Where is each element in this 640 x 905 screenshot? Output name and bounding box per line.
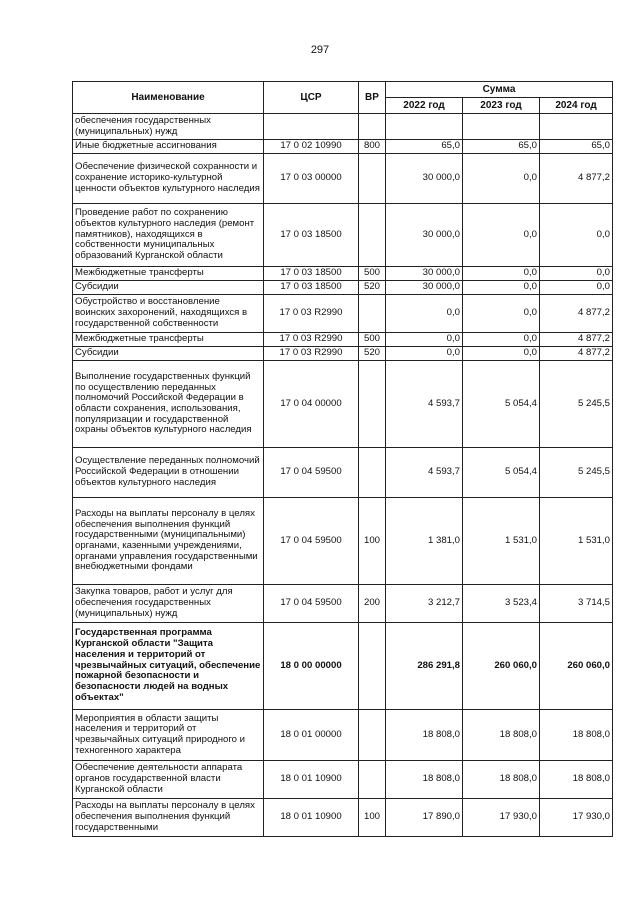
table-row bbox=[73, 204, 613, 267]
row-amount-2024-cell: 3 714,5 bbox=[540, 585, 613, 623]
row-amount-2022-cell: 30 000,0 bbox=[386, 281, 463, 295]
row-vr-cell bbox=[359, 448, 386, 498]
row-vr-cell bbox=[359, 623, 386, 710]
row-amount-2023-cell: 0,0 bbox=[463, 204, 540, 267]
row-vr-cell bbox=[359, 361, 386, 448]
row-csr-cell: 18 0 01 00000 bbox=[264, 710, 359, 761]
row-csr-cell: 17 0 03 00000 bbox=[264, 154, 359, 204]
row-name-cell: Обеспечение деятельности аппарата органов государственной власти Курганской области bbox=[73, 761, 264, 799]
row-csr-cell: 17 0 02 10990 bbox=[264, 140, 359, 154]
row-vr-cell: 800 bbox=[359, 140, 386, 154]
row-amount-2024-cell: 4 877,2 bbox=[540, 295, 613, 333]
table-row bbox=[73, 361, 613, 448]
row-csr-cell: 17 0 03 18500 bbox=[264, 267, 359, 281]
row-name-cell: Межбюджетные трансферты bbox=[73, 267, 264, 281]
row-amount-2024-cell bbox=[540, 114, 613, 140]
row-amount-2023-cell: 17 930,0 bbox=[463, 799, 540, 837]
row-amount-2022-cell: 4 593,7 bbox=[386, 361, 463, 448]
row-amount-2022-cell: 65,0 bbox=[386, 140, 463, 154]
row-amount-2024-cell: 260 060,0 bbox=[540, 623, 613, 710]
row-csr-cell: 18 0 00 00000 bbox=[264, 623, 359, 710]
row-amount-2024-cell: 0,0 bbox=[540, 204, 613, 267]
table-header bbox=[73, 82, 613, 114]
row-amount-2024-cell: 1 531,0 bbox=[540, 498, 613, 585]
table-row bbox=[73, 140, 613, 154]
row-amount-2022-cell: 30 000,0 bbox=[386, 267, 463, 281]
table-row bbox=[73, 761, 613, 799]
row-amount-2022-cell bbox=[386, 114, 463, 140]
header-vr: ВР bbox=[359, 82, 386, 114]
header-csr: ЦСР bbox=[264, 82, 359, 114]
row-amount-2024-cell: 65,0 bbox=[540, 140, 613, 154]
row-csr-cell: 17 0 04 59500 bbox=[264, 498, 359, 585]
header-sum: Сумма bbox=[386, 82, 613, 98]
row-amount-2023-cell: 1 531,0 bbox=[463, 498, 540, 585]
row-name-cell: обеспечения государственных (муниципальных) нужд bbox=[73, 114, 264, 140]
row-vr-cell: 520 bbox=[359, 347, 386, 361]
header-year-2022: 2022 год bbox=[386, 98, 463, 114]
row-amount-2023-cell: 0,0 bbox=[463, 295, 540, 333]
table-row bbox=[73, 710, 613, 761]
table-row bbox=[73, 498, 613, 585]
row-name-cell: Межбюджетные трансферты bbox=[73, 333, 264, 347]
row-amount-2024-cell: 18 808,0 bbox=[540, 710, 613, 761]
row-amount-2023-cell: 65,0 bbox=[463, 140, 540, 154]
row-csr-cell: 17 0 03 R2990 bbox=[264, 347, 359, 361]
table-row bbox=[73, 333, 613, 347]
row-amount-2024-cell: 0,0 bbox=[540, 281, 613, 295]
table-row bbox=[73, 267, 613, 281]
row-amount-2023-cell: 0,0 bbox=[463, 281, 540, 295]
row-vr-cell bbox=[359, 204, 386, 267]
header-name: Наименование bbox=[73, 82, 264, 114]
row-name-cell: Осуществление переданных полномочий Российской Федерации в отношении объектов культурного наследия bbox=[73, 448, 264, 498]
row-amount-2022-cell: 0,0 bbox=[386, 333, 463, 347]
row-vr-cell bbox=[359, 710, 386, 761]
row-name-cell: Субсидии bbox=[73, 281, 264, 295]
table-row bbox=[73, 585, 613, 623]
table-row bbox=[73, 799, 613, 837]
row-amount-2023-cell: 260 060,0 bbox=[463, 623, 540, 710]
row-name-cell: Расходы на выплаты персоналу в целях обеспечения выполнения функций государственными (муниципальными) органами, казенными учреждениями, органами управления государственными внебюджетными фондами bbox=[73, 498, 264, 585]
row-amount-2022-cell: 17 890,0 bbox=[386, 799, 463, 837]
row-amount-2022-cell: 1 381,0 bbox=[386, 498, 463, 585]
row-amount-2024-cell: 5 245,5 bbox=[540, 361, 613, 448]
row-csr-cell: 17 0 04 00000 bbox=[264, 361, 359, 448]
row-amount-2023-cell: 3 523,4 bbox=[463, 585, 540, 623]
header-year-2023: 2023 год bbox=[463, 98, 540, 114]
table-body bbox=[73, 114, 613, 837]
row-vr-cell: 200 bbox=[359, 585, 386, 623]
table-row bbox=[73, 295, 613, 333]
row-name-cell: Обустройство и восстановление воинских захоронений, находящихся в государственной собственности bbox=[73, 295, 264, 333]
row-csr-cell: 18 0 01 10900 bbox=[264, 799, 359, 837]
row-amount-2022-cell: 30 000,0 bbox=[386, 204, 463, 267]
row-amount-2024-cell: 5 245,5 bbox=[540, 448, 613, 498]
row-amount-2023-cell: 18 808,0 bbox=[463, 710, 540, 761]
row-vr-cell bbox=[359, 761, 386, 799]
budget-table bbox=[72, 81, 613, 837]
row-amount-2022-cell: 0,0 bbox=[386, 295, 463, 333]
row-amount-2024-cell: 4 877,2 bbox=[540, 333, 613, 347]
row-amount-2023-cell: 5 054,4 bbox=[463, 448, 540, 498]
row-amount-2023-cell bbox=[463, 114, 540, 140]
table-row bbox=[73, 623, 613, 710]
row-csr-cell bbox=[264, 114, 359, 140]
row-csr-cell: 18 0 01 10900 bbox=[264, 761, 359, 799]
row-amount-2024-cell: 0,0 bbox=[540, 267, 613, 281]
row-vr-cell bbox=[359, 154, 386, 204]
row-amount-2023-cell: 18 808,0 bbox=[463, 761, 540, 799]
row-name-cell: Субсидии bbox=[73, 347, 264, 361]
row-amount-2023-cell: 5 054,4 bbox=[463, 361, 540, 448]
row-amount-2022-cell: 286 291,8 bbox=[386, 623, 463, 710]
row-name-cell: Выполнение государственных функций по осуществлению переданных полномочий Российской Федерации в области сохранения, использования, популяризации и государственной охраны объектов культурного наследия bbox=[73, 361, 264, 448]
row-amount-2022-cell: 18 808,0 bbox=[386, 761, 463, 799]
row-name-cell: Закупка товаров, работ и услуг для обеспечения государственных (муниципальных) нужд bbox=[73, 585, 264, 623]
table-row bbox=[73, 448, 613, 498]
row-amount-2022-cell: 0,0 bbox=[386, 347, 463, 361]
header-year-2024: 2024 год bbox=[540, 98, 613, 114]
row-name-cell: Мероприятия в области защиты населения и территорий от чрезвычайных ситуаций природного и техногенного характера bbox=[73, 710, 264, 761]
row-amount-2023-cell: 0,0 bbox=[463, 154, 540, 204]
row-vr-cell: 100 bbox=[359, 498, 386, 585]
row-amount-2024-cell: 17 930,0 bbox=[540, 799, 613, 837]
row-csr-cell: 17 0 04 59500 bbox=[264, 448, 359, 498]
row-amount-2022-cell: 3 212,7 bbox=[386, 585, 463, 623]
row-vr-cell: 520 bbox=[359, 281, 386, 295]
table-row bbox=[73, 114, 613, 140]
row-csr-cell: 17 0 04 59500 bbox=[264, 585, 359, 623]
table-row bbox=[73, 154, 613, 204]
row-amount-2024-cell: 4 877,2 bbox=[540, 154, 613, 204]
row-csr-cell: 17 0 03 R2990 bbox=[264, 295, 359, 333]
row-csr-cell: 17 0 03 18500 bbox=[264, 281, 359, 295]
row-amount-2022-cell: 30 000,0 bbox=[386, 154, 463, 204]
row-amount-2023-cell: 0,0 bbox=[463, 347, 540, 361]
row-vr-cell: 100 bbox=[359, 799, 386, 837]
row-csr-cell: 17 0 03 R2990 bbox=[264, 333, 359, 347]
table-row bbox=[73, 281, 613, 295]
table-row bbox=[73, 347, 613, 361]
row-name-cell: Государственная программа Курганской области "Защита населения и территорий от чрезвычайных ситуаций, обеспечение пожарной безопасности и безопасности людей на водных объектах" bbox=[73, 623, 264, 710]
row-vr-cell bbox=[359, 114, 386, 140]
row-name-cell: Проведение работ по сохранению объектов культурного наследия (ремонт памятников), находящихся в собственности муниципальных образований Курганской области bbox=[73, 204, 264, 267]
row-amount-2023-cell: 0,0 bbox=[463, 333, 540, 347]
row-amount-2024-cell: 18 808,0 bbox=[540, 761, 613, 799]
row-vr-cell bbox=[359, 295, 386, 333]
row-amount-2024-cell: 4 877,2 bbox=[540, 347, 613, 361]
row-vr-cell: 500 bbox=[359, 333, 386, 347]
row-name-cell: Расходы на выплаты персоналу в целях обеспечения выполнения функций государственными bbox=[73, 799, 264, 837]
row-vr-cell: 500 bbox=[359, 267, 386, 281]
row-csr-cell: 17 0 03 18500 bbox=[264, 204, 359, 267]
row-amount-2022-cell: 18 808,0 bbox=[386, 710, 463, 761]
page-number: 297 bbox=[310, 44, 330, 56]
row-amount-2023-cell: 0,0 bbox=[463, 267, 540, 281]
row-name-cell: Иные бюджетные ассигнования bbox=[73, 140, 264, 154]
row-amount-2022-cell: 4 593,7 bbox=[386, 448, 463, 498]
row-name-cell: Обеспечение физической сохранности и сохранение историко-культурной ценности объектов культурного наследия bbox=[73, 154, 264, 204]
